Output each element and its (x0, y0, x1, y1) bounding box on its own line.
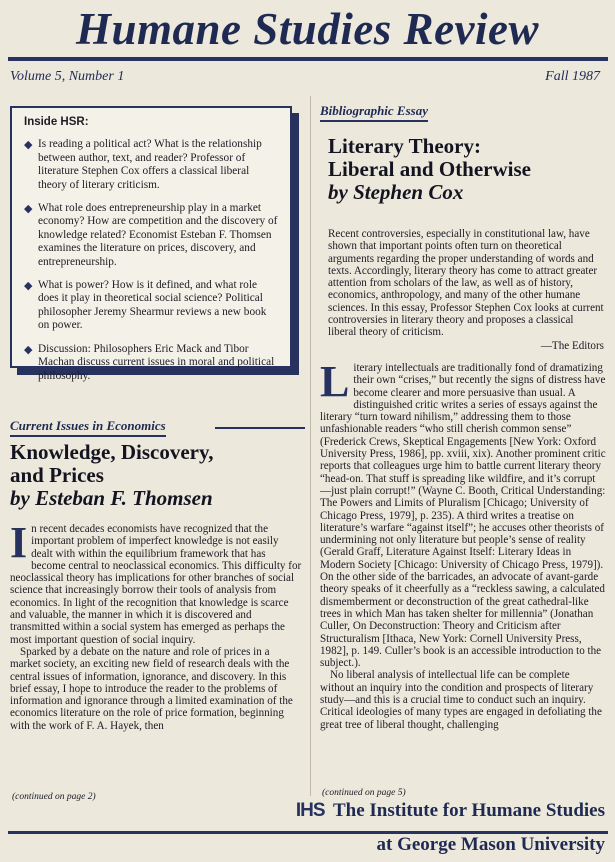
diamond-bullet-icon: ◆ (24, 280, 33, 293)
institute-name: The Institute for Humane Studies (332, 800, 605, 821)
econ-section-rule (215, 427, 305, 429)
econ-article-title (10, 441, 302, 510)
volume-number: Volume 5, Number 1 (10, 69, 125, 84)
inside-hsr-title: Inside HSR: (24, 116, 89, 128)
lit-paragraph: Literary intellectuals are traditionally fond of dramatizing their own “crises,” but recently the signs of distress have become clearer and more persuasive than usual. A distinguished critic writes a series of essays against the literary “turn toward nihilism,” addressing them to those unfashionable readers “who still cherish common sense” (Frederick Crews, Skeptical Engagements [New York: Oxford University Press, 1986], pp. xviii, xix). Another prominent critic reports that colleagues urge him to battle current literary theory “head-on. That stuff is spreading like wildfire, and it’s corrupt—just plain corrupt!” (Wayne C. Booth, Critical Understanding: The Powers and Limits of Pluralism [Chicago; University of Chicago Press, 1979], p. 235). A third writes a treatise on literature’s warfare “against itself”; he accuses other theorists of undermining not only literature but people’s sense of reality (Gerald Graff, Literature Against Itself: Literary Ideas in Modern Society [Chicago: University of Chicago Press, 1979]). On the other side of the barricades, an advocate of avant-garde theory speaks of it cheerfully as a “reckless sawing, a calculated dismemberment or deconstruction of the great cathedral-like trees in which Man has taken shelter for millennia” (Jonathan Culler, On Deconstruction: Theory and Criticism after Structuralism [Ithaca, New York: Cornell University Press, 1982], p. 149. Culler’s book is an accessible introduction to the subject.). (320, 357, 606, 670)
lit-title-line: Literary Theory: (328, 134, 481, 158)
inside-item (24, 138, 280, 192)
masthead-title: Humane Studies Review (75, 4, 540, 54)
econ-section-label: Current Issues in Economics (10, 418, 166, 437)
inside-item-text: Is reading a political act? What is the relationship between author, text, and reader? Professor of literature Stephen Cox offers a classical liberal theory of literary criticism. (38, 138, 262, 191)
diamond-bullet-icon: ◆ (24, 203, 33, 216)
inside-item (24, 279, 280, 333)
lit-intro-text: Recent controversies, especially in constitutional law, have shown that important points often turn on theoretical arguments regarding the proper understanding of words and texts. Accordingly, literary theory has come to attract greater attention from scholars of the law, as well as of history, economics, anthropology, and many of the other humane sciences. In this essay, Professor Stephen Cox looks at current controversies in literary theory and proposes a classical liberal theory of criticism. (328, 228, 604, 339)
university-line: at George Mason University (376, 834, 605, 855)
lit-paragraph: No liberal analysis of intellectual life can be complete without an inquiry into the condition and prospects of literary study—and this is a crucial time to conduct such an inquiry. Critical ideologies of many types are engaged in defoliating the great tree of liberal thought, challenging (320, 669, 602, 731)
diamond-bullet-icon: ◆ (24, 343, 33, 356)
inside-item-text: What is power? How is it defined, and what role does it play in theoretical social science? Political philosopher Jeremy Shearmur reviews a new book on power. (38, 279, 267, 332)
lit-body (320, 357, 606, 731)
econ-body (10, 518, 302, 732)
econ-continued-note: (continued on page 2) (12, 792, 96, 802)
issue-date: Fall 1987 (545, 69, 600, 84)
lit-title-line: Liberal and Otherwise (328, 157, 531, 181)
editors-signature: —The Editors (540, 339, 604, 352)
econ-byline: by Esteban F. Thomsen (10, 486, 213, 510)
diamond-bullet-icon: ◆ (24, 139, 33, 152)
inside-item (24, 202, 280, 269)
drop-cap: L (320, 357, 350, 406)
institute-line (296, 800, 605, 822)
lit-continued-note: (continued on page 5) (322, 788, 406, 798)
drop-cap: I (10, 518, 28, 567)
econ-paragraph: In recent decades economists have recognized that the important problem of imperfect knowledge is not easily dealt with within the equilibrium framework that has become central to neoclassical economics. This difficulty for neoclassical theory has implications for other branches of social science that increasingly borrow their tools of analysis from economics. In light of the recognition that knowledge is scarce and valuable, the manner in which it is discovered and transmitted within a social system has emerged as perhaps the most important question of social inquiry. (10, 518, 302, 646)
econ-title-line: and Prices (10, 463, 104, 487)
masthead-rule (8, 57, 608, 61)
inside-item-text: What role does entrepreneurship play in a market economy? How are competition and the discovery of knowledge related? Economist Esteban F. Thomsen examines the literature on prices, discovery, and entrepreneurship. (38, 202, 278, 268)
lit-byline: by Stephen Cox (328, 180, 464, 204)
ihs-logo: IHS (295, 800, 325, 821)
inside-hsr-box (10, 106, 292, 382)
inside-item-text: Discussion: Philosophers Eric Mack and Tibor Machan discuss current issues in moral and political philosophy. (38, 342, 275, 382)
lit-section-label: Bibliographic Essay (320, 103, 428, 122)
econ-paragraph: Sparked by a debate on the nature and role of prices in a market society, an exciting new field of research deals with the central issues of information, ignorance, and discovery. In this brief essay, I hope to introduce the reader to the problems of information and ignorance through a limited examination of the economics literature on the role of price formation, beginning with the work of F. A. Hayek, then (10, 645, 293, 732)
column-divider (310, 96, 311, 796)
lit-intro (328, 228, 604, 352)
lit-article-title (328, 135, 606, 204)
inside-item (24, 343, 280, 383)
econ-title-line: Knowledge, Discovery, (10, 440, 214, 464)
